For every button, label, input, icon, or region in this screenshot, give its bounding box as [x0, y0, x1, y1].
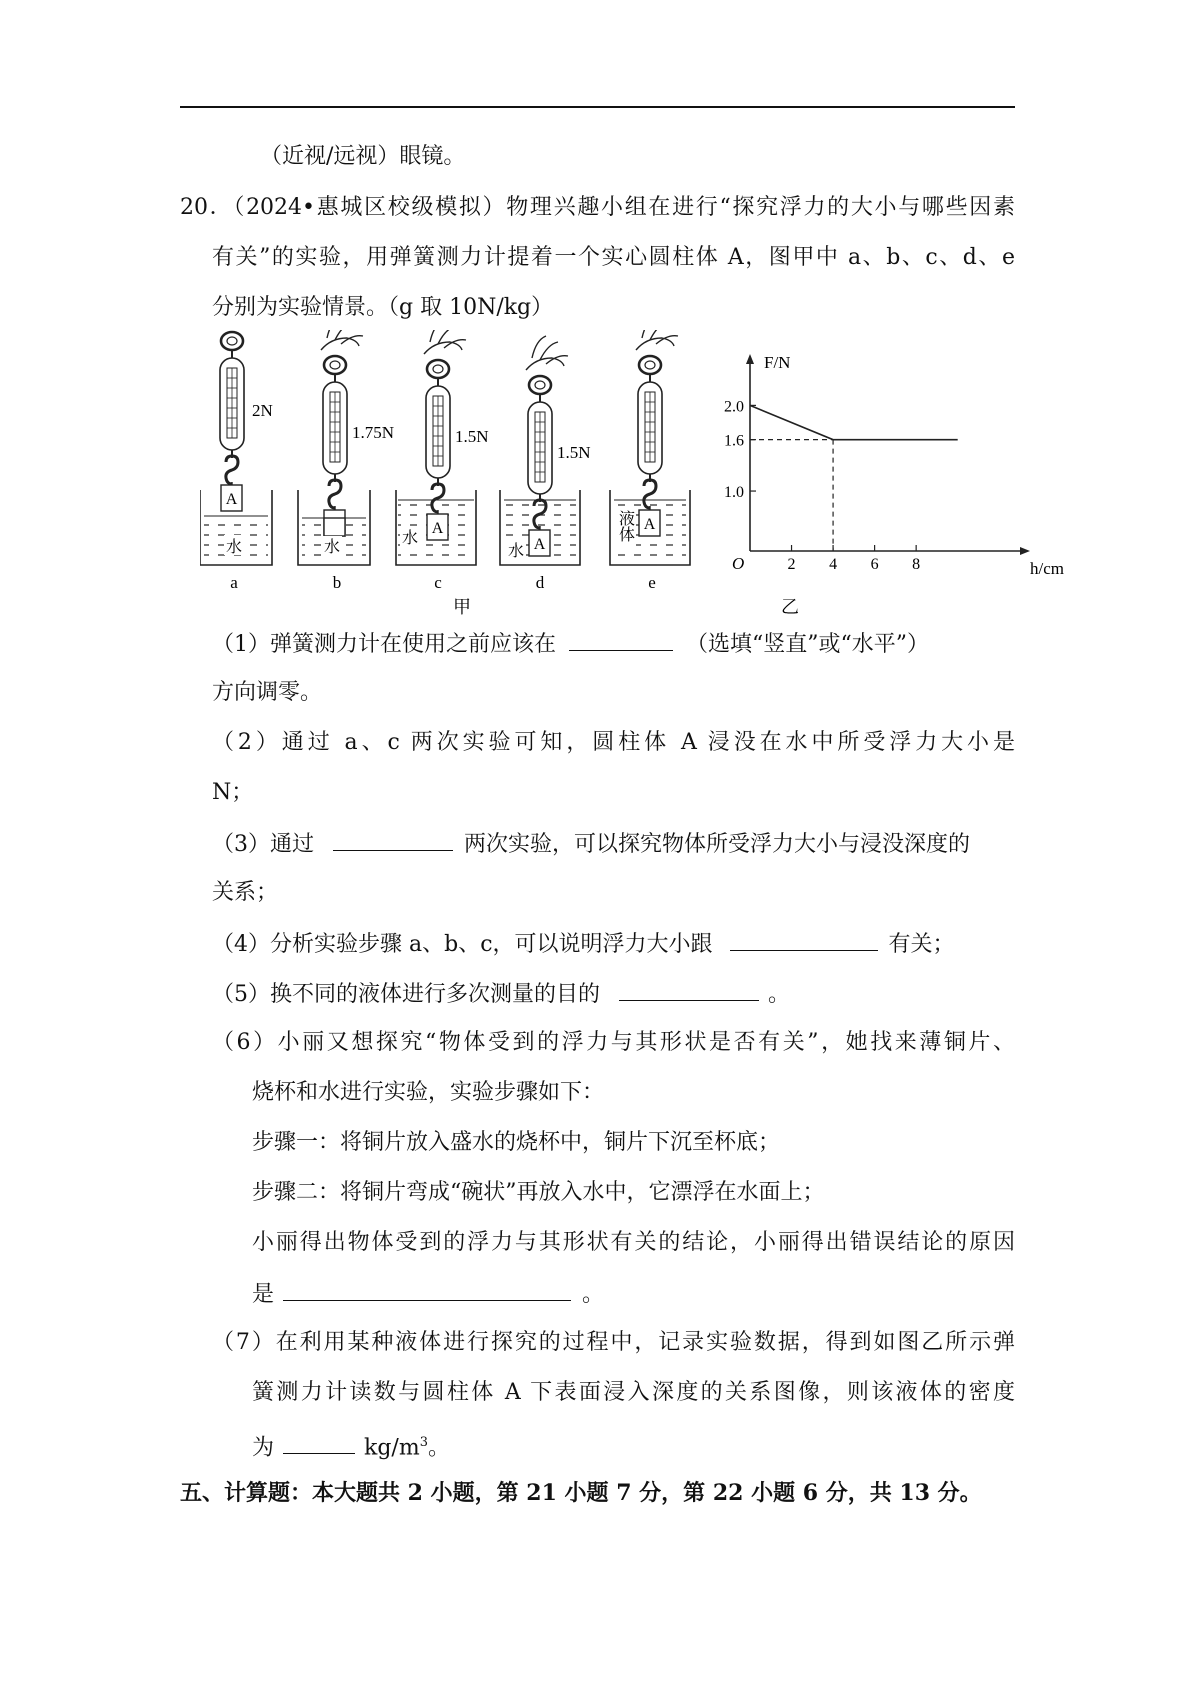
- q1-line-2: 方向调零。: [212, 680, 323, 705]
- svg-text:水: 水: [225, 539, 243, 556]
- series-line-0: [750, 405, 958, 439]
- header-rule: [180, 106, 1015, 108]
- q1-line-1: [212, 628, 929, 660]
- svg-text:水: 水: [507, 543, 525, 560]
- setup-e-liquid-label: 液体: [616, 510, 634, 542]
- setup-d: [500, 336, 591, 592]
- q20-intro-line-2: 有关”的实验，用弹簧测力计提着一个实心圆柱体 A，图甲中 a、b、c、d、e: [212, 245, 1015, 270]
- q1-answer-blank[interactable]: [569, 628, 673, 651]
- figure-yi-caption: 乙: [781, 597, 799, 617]
- setup-a-label: a: [230, 573, 238, 592]
- q3-line-1: [212, 828, 970, 860]
- setup-d-reading: 1.5N: [557, 443, 591, 462]
- y-axis-arrow: [746, 354, 754, 364]
- q4-answer-blank[interactable]: [730, 928, 878, 951]
- x-tick-label-6: 6: [870, 556, 879, 573]
- q4-text-a: （4）分析实验步骤 a、b、c，可以说明浮力大小跟: [212, 932, 713, 957]
- svg-text:A: A: [533, 536, 546, 553]
- q6-line-1: （6）小丽又想探究“物体受到的浮力与其形状是否有关”，她找来薄铜片、: [212, 1030, 1015, 1055]
- q5-answer-blank[interactable]: [619, 978, 759, 1001]
- q4-text-b: 有关；: [888, 932, 955, 957]
- q5-text-b: 。: [768, 982, 791, 1007]
- q6-step-2: 步骤二：将铜片弯成“碗状”再放入水中，它漂浮在水面上；: [252, 1180, 825, 1205]
- x-axis-label: h/cm: [1030, 559, 1064, 578]
- q3-text-b: 两次实验，可以探究物体所受浮力大小与浸没深度的: [464, 832, 971, 857]
- experiment-figure: [200, 330, 1080, 665]
- q7-unit-exponent: 3: [419, 1435, 428, 1450]
- q2-line-2: N；: [212, 780, 254, 805]
- setup-c-reading: 1.5N: [455, 427, 489, 446]
- q20-intro-line-3: 分别为实验情景。（g 取 10N/kg）: [212, 295, 554, 320]
- q7-line-2: 簧测力计读数与圆柱体 A 下表面浸入深度的关系图像，则该液体的密度: [252, 1380, 1015, 1405]
- q1-text-a: （1）弹簧测力计在使用之前应该在: [212, 632, 556, 657]
- q3-line-2: 关系；: [212, 880, 279, 905]
- q6-line-5: 小丽得出物体受到的浮力与其形状有关的结论，小丽得出错误结论的原因: [252, 1230, 1015, 1255]
- x-axis-arrow: [1020, 547, 1030, 555]
- origin-label: O: [732, 554, 745, 573]
- q6-line-6: [252, 1278, 604, 1310]
- setup-a-reading: 2N: [252, 401, 273, 420]
- setup-c: [396, 330, 489, 592]
- q6-line-2: 烧杯和水进行实验，实验步骤如下：: [252, 1080, 605, 1105]
- q5-text-a: （5）换不同的液体进行多次测量的目的: [212, 982, 600, 1007]
- y-axis-label: F/N: [764, 353, 791, 372]
- q7-text-c: 为: [252, 1435, 275, 1461]
- q5-line: [212, 978, 790, 1010]
- q6-text-f: 是: [252, 1282, 275, 1307]
- setup-e: [610, 330, 690, 592]
- x-tick-label-8: 8: [912, 556, 921, 573]
- q4-line: [212, 928, 955, 960]
- q6-step-1: 步骤一：将铜片放入盛水的烧杯中，铜片下沉至杯底；: [252, 1130, 781, 1155]
- svg-text:A: A: [431, 520, 444, 537]
- q1-text-b: （选填“竖直”或“水平”）: [686, 632, 929, 657]
- setup-a: [200, 330, 273, 592]
- q20-intro-line-1: 20．（2024•惠城区校级模拟）物理兴趣小组在进行“探究浮力的大小与哪些因素: [180, 195, 1015, 220]
- previous-question-tail: （近视/远视）眼镜。: [260, 144, 466, 169]
- x-tick-label-4: 4: [829, 556, 838, 573]
- x-tick-label-2: 2: [787, 556, 796, 573]
- setup-e-label: e: [648, 573, 656, 592]
- svg-text:A: A: [643, 516, 656, 533]
- q6-answer-blank[interactable]: [283, 1278, 571, 1301]
- figure-jia-caption: 甲: [453, 597, 471, 617]
- svg-text:水: 水: [323, 539, 341, 556]
- svg-text:A: A: [225, 491, 238, 508]
- svg-text:水: 水: [401, 530, 419, 547]
- setup-c-label: c: [434, 573, 442, 592]
- y-tick-label-2.0: 2.0: [724, 398, 744, 416]
- q2-line-1: （2）通过 a、c 两次实验可知，圆柱体 A 浸没在水中所受浮力大小是: [212, 730, 1015, 755]
- q7-line-1: （7）在利用某种液体进行探究的过程中，记录实验数据，得到如图乙所示弹: [212, 1330, 1015, 1355]
- q7-text-e: 。: [427, 1435, 450, 1461]
- q3-answer-blank[interactable]: [333, 828, 453, 851]
- section-5-heading: 五、计算题：本大题共 2 小题，第 21 小题 7 分，第 22 小题 6 分，共 13 分。: [180, 1480, 982, 1506]
- setup-d-label: d: [535, 573, 545, 592]
- y-tick-label-1.6: 1.6: [724, 432, 744, 450]
- q6-text-g: 。: [582, 1282, 605, 1307]
- q3-text-a: （3）通过: [212, 832, 314, 857]
- y-tick-label-1.0: 1.0: [724, 484, 744, 502]
- setup-b: [298, 330, 394, 592]
- q7-answer-blank[interactable]: [283, 1431, 355, 1454]
- chart-yi: [724, 353, 1064, 617]
- q7-line-3: [252, 1428, 450, 1463]
- q7-unit: kg/m: [364, 1435, 420, 1461]
- setup-b-reading: 1.75N: [352, 423, 395, 442]
- setup-b-label: b: [332, 573, 342, 592]
